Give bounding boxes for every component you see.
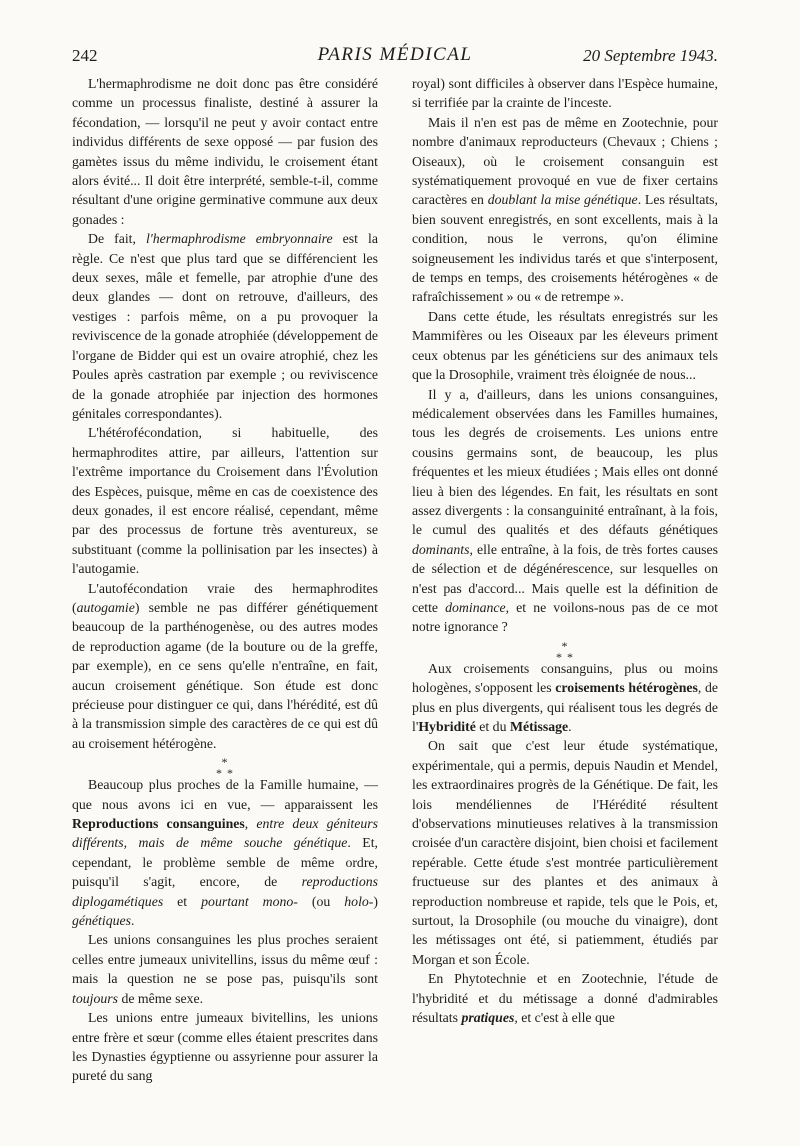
italic-term: l'hermaphrodisme embryonnaire — [145, 231, 333, 247]
paragraph: On sait que c'est leur étude systématique, expérimentale, qui a permis, depuis Naudin et Mendel, les extraordinaires progrès de la Génétique. De fait, les lois mendéliennes de l'Hérédité résultent d'observations minutieuses relatives à la transmission croisée d'un caractère disjoint, bien choisi et facilement repérable. Cette étude s'est montrée particulièrement fructueuse sur des plantes et des animaux à reproduction nombreuse et rapide, tels que le Pois, et, surtout, la Drosophile (ou mouche du vinaigre), dont les métissages ont été, si patiemment, étudiés par Morgan et son École. — [412, 738, 718, 967]
issue-date: 20 Septembre 1943. — [583, 46, 718, 65]
text-run: De fait, — [88, 231, 146, 247]
paragraph — [72, 930, 378, 1008]
bold-term: Hybridité — [418, 719, 476, 734]
bold-term: Reproductions consanguines — [72, 816, 245, 832]
text-run: , et ne voilons-nous pas de ce mot notre ignorance ? — [412, 599, 718, 635]
italic-term: holo- — [344, 893, 374, 909]
text-run: Les unions consanguines les plus proches seraient celles entre jumeaux univitellins, issus du même œuf : mais la question ne se pose pas, puisqu'ils sont — [72, 932, 378, 987]
italic-term: reproductions diplogamétiques — [72, 874, 378, 909]
right-column — [412, 74, 718, 1028]
text-run: . — [568, 719, 572, 734]
paragraph — [72, 579, 378, 754]
journal-title: PARIS MÉDICAL — [317, 44, 473, 65]
text-run: . Les résultats, bien souvent enregistrés, en sont excellents, mais à la condition, nous le verrons, qu'on élimine soigneusement les individus tarés et que s'interposent, de temps en temps, des croisements hétérogènes « de rafraîchissement » ou « de retrempe ». — [412, 192, 719, 305]
page-header — [72, 42, 718, 72]
text-run: ) — [373, 893, 378, 909]
bold-term: Métissage — [509, 719, 569, 734]
text-run: est la règle. Ce n'est que plus tard que se différencient les deux sexes, mâle et femelle, par atrophie d'une des deux glandes — dont on retrouve, d'ailleurs, des vestiges : parfois même, on a pu provoquer la reviviscence de la gonade atrophiée (développement de l'organe de Bidder qui est un ovaire atrophié, chez les Poules après castration par exemple ; ou reviviscence de la gonade atrophiée par injection des hormones génitales correspondantes). — [72, 231, 378, 421]
text-run: , — [244, 816, 257, 832]
text-run: L'autofécondation vraie des hermaphrodites ( — [72, 580, 378, 615]
text-run: . — [131, 913, 135, 929]
text-run: . Et, cependant, le problème semble de même ordre, puisqu'il s'agit, encore, de — [72, 835, 378, 890]
separator-top-star: * — [221, 755, 229, 770]
text-run: , de plus en plus divergents, qui réalisent tous les degrés de l' — [412, 680, 718, 734]
text-run: , elle entraîne, à la fois, de très fortes causes de sélection et de dégénérescence, sur lesquelles on n'est pas d'accord... Mais quelle est la définition de cette — [412, 541, 718, 615]
separator-bottom-stars: * * — [216, 766, 234, 781]
separator-bottom-stars: * * — [556, 649, 574, 664]
paragraph: L'hétérofécondation, si habituelle, des hermaphrodites attire, par ailleurs, l'attention sur l'extrême importance du Croisement dans l'Évolution des Espèces, puisque, même en cas de coexistence des deux gonades, il est encore réalisé, cependant, même par des processus de fortune très aventureux, se substituant (comme la pollinisation par les insectes) à l'autogamie. — [72, 425, 378, 577]
italic-term: dominance — [445, 599, 506, 615]
section-separator — [412, 638, 718, 664]
text-run: ) semble ne pas différer génétiquement beaucoup de la parthénogenèse, ou des autres modes de reproduction agame (de la bouture ou de la greffe, par exemple), en ce sens qu'elle n'entraîne, en fait, aucun croisement génétique. Son étude est donc précieuse pour distinguer ce qui, dans l'hérédité, est dû à la transmission simple des caractères de ce qui est dû au croisement hétérogène. — [72, 599, 378, 751]
italic-term: toujours — [72, 990, 118, 1006]
text-run: et — [163, 893, 202, 909]
page-number: 242 — [72, 46, 98, 65]
text-run: Mais il n'en est pas de même en Zootechnie, pour nombre d'animaux reproducteurs (Chevaux ; Chiens ; Oiseaux), où le croisement consanguin est systématiquement provoqué en vue de fixer certains caractères en — [412, 114, 718, 208]
separator-top-star: * — [561, 638, 569, 653]
italic-term: doublant la mise génétique — [487, 192, 638, 208]
left-column — [72, 74, 378, 1086]
paragraph — [412, 659, 718, 737]
text-run: (ou — [297, 893, 345, 909]
text-run: Il y a, d'ailleurs, dans les unions consanguines, médicalement observées dans les Familles humaines, tous les degrés de croisements. Les unions entre cousins germains sont, de beaucoup, les plus fréquentes et les mieux étudiées ; Mais elles ont donné lieu à bien des légendes. En fait, les résultats en sont assez divergents : la consanguinité entraînant, à la fois, le cumul des qualités et des défauts génétiques — [412, 386, 718, 538]
italic-term: pratiques — [461, 1010, 515, 1026]
italic-term: génétiques — [72, 913, 132, 929]
paragraph: Les unions entre jumeaux bivitellins, les unions entre frère et sœur (comme elles étaient prescrites dans les Dynasties égyptienne ou assyrienne pour assurer la pureté du sang — [72, 1010, 378, 1084]
paragraph: Dans cette étude, les résultats enregistrés sur les Mammifères ou les Oiseaux par les éleveurs priment ceux obtenus par les généticiens sur des animaux tels que la Drosophile, vraiment très éloignée de nous... — [412, 308, 718, 383]
paragraph — [72, 229, 378, 423]
italic-term: autogamie — [76, 599, 135, 615]
text-run: de même sexe. — [118, 990, 204, 1006]
section-separator — [72, 755, 378, 781]
text-run: et du — [475, 719, 510, 734]
paragraph — [412, 113, 718, 307]
paragraph — [412, 385, 718, 637]
italic-term: dominants — [412, 541, 470, 557]
bold-term: croisements hétérogènes — [555, 680, 698, 696]
paragraph: L'hermaphrodisme ne doit donc pas être considéré comme un processus finaliste, destiné à assurer la fécondation, — lorsqu'il ne peut y avoir contact entre individus différents de sexe opposé — par fusion des gamètes issus du même individu, le croisement étant alors évité... Il doit être interprété, semble-t-il, comme résultant d'une origine germinative commune aux deux gonades : — [72, 76, 378, 227]
italic-term: entre deux géniteurs différents, mais de même souche génétique — [72, 816, 378, 851]
text-run: , et c'est à elle que — [514, 1010, 615, 1026]
italic-term: pourtant mono- — [201, 893, 298, 909]
paragraph: royal) sont difficiles à observer dans l'Espèce humaine, si terrifiée par la crainte de l'inceste. — [412, 76, 718, 111]
text-run: En Phytotechnie et en Zootechnie, l'étude de l'hybridité et du métissage a donné d'admirables résultats — [412, 971, 718, 1026]
paragraph — [72, 775, 378, 930]
text-run: Aux croisements consanguins, plus ou moins hologènes, s'opposent les — [412, 660, 718, 696]
text-run: Beaucoup plus proches de la Famille humaine, — que nous avons ici en vue, — apparaissent les — [72, 777, 378, 812]
paragraph — [412, 969, 718, 1027]
